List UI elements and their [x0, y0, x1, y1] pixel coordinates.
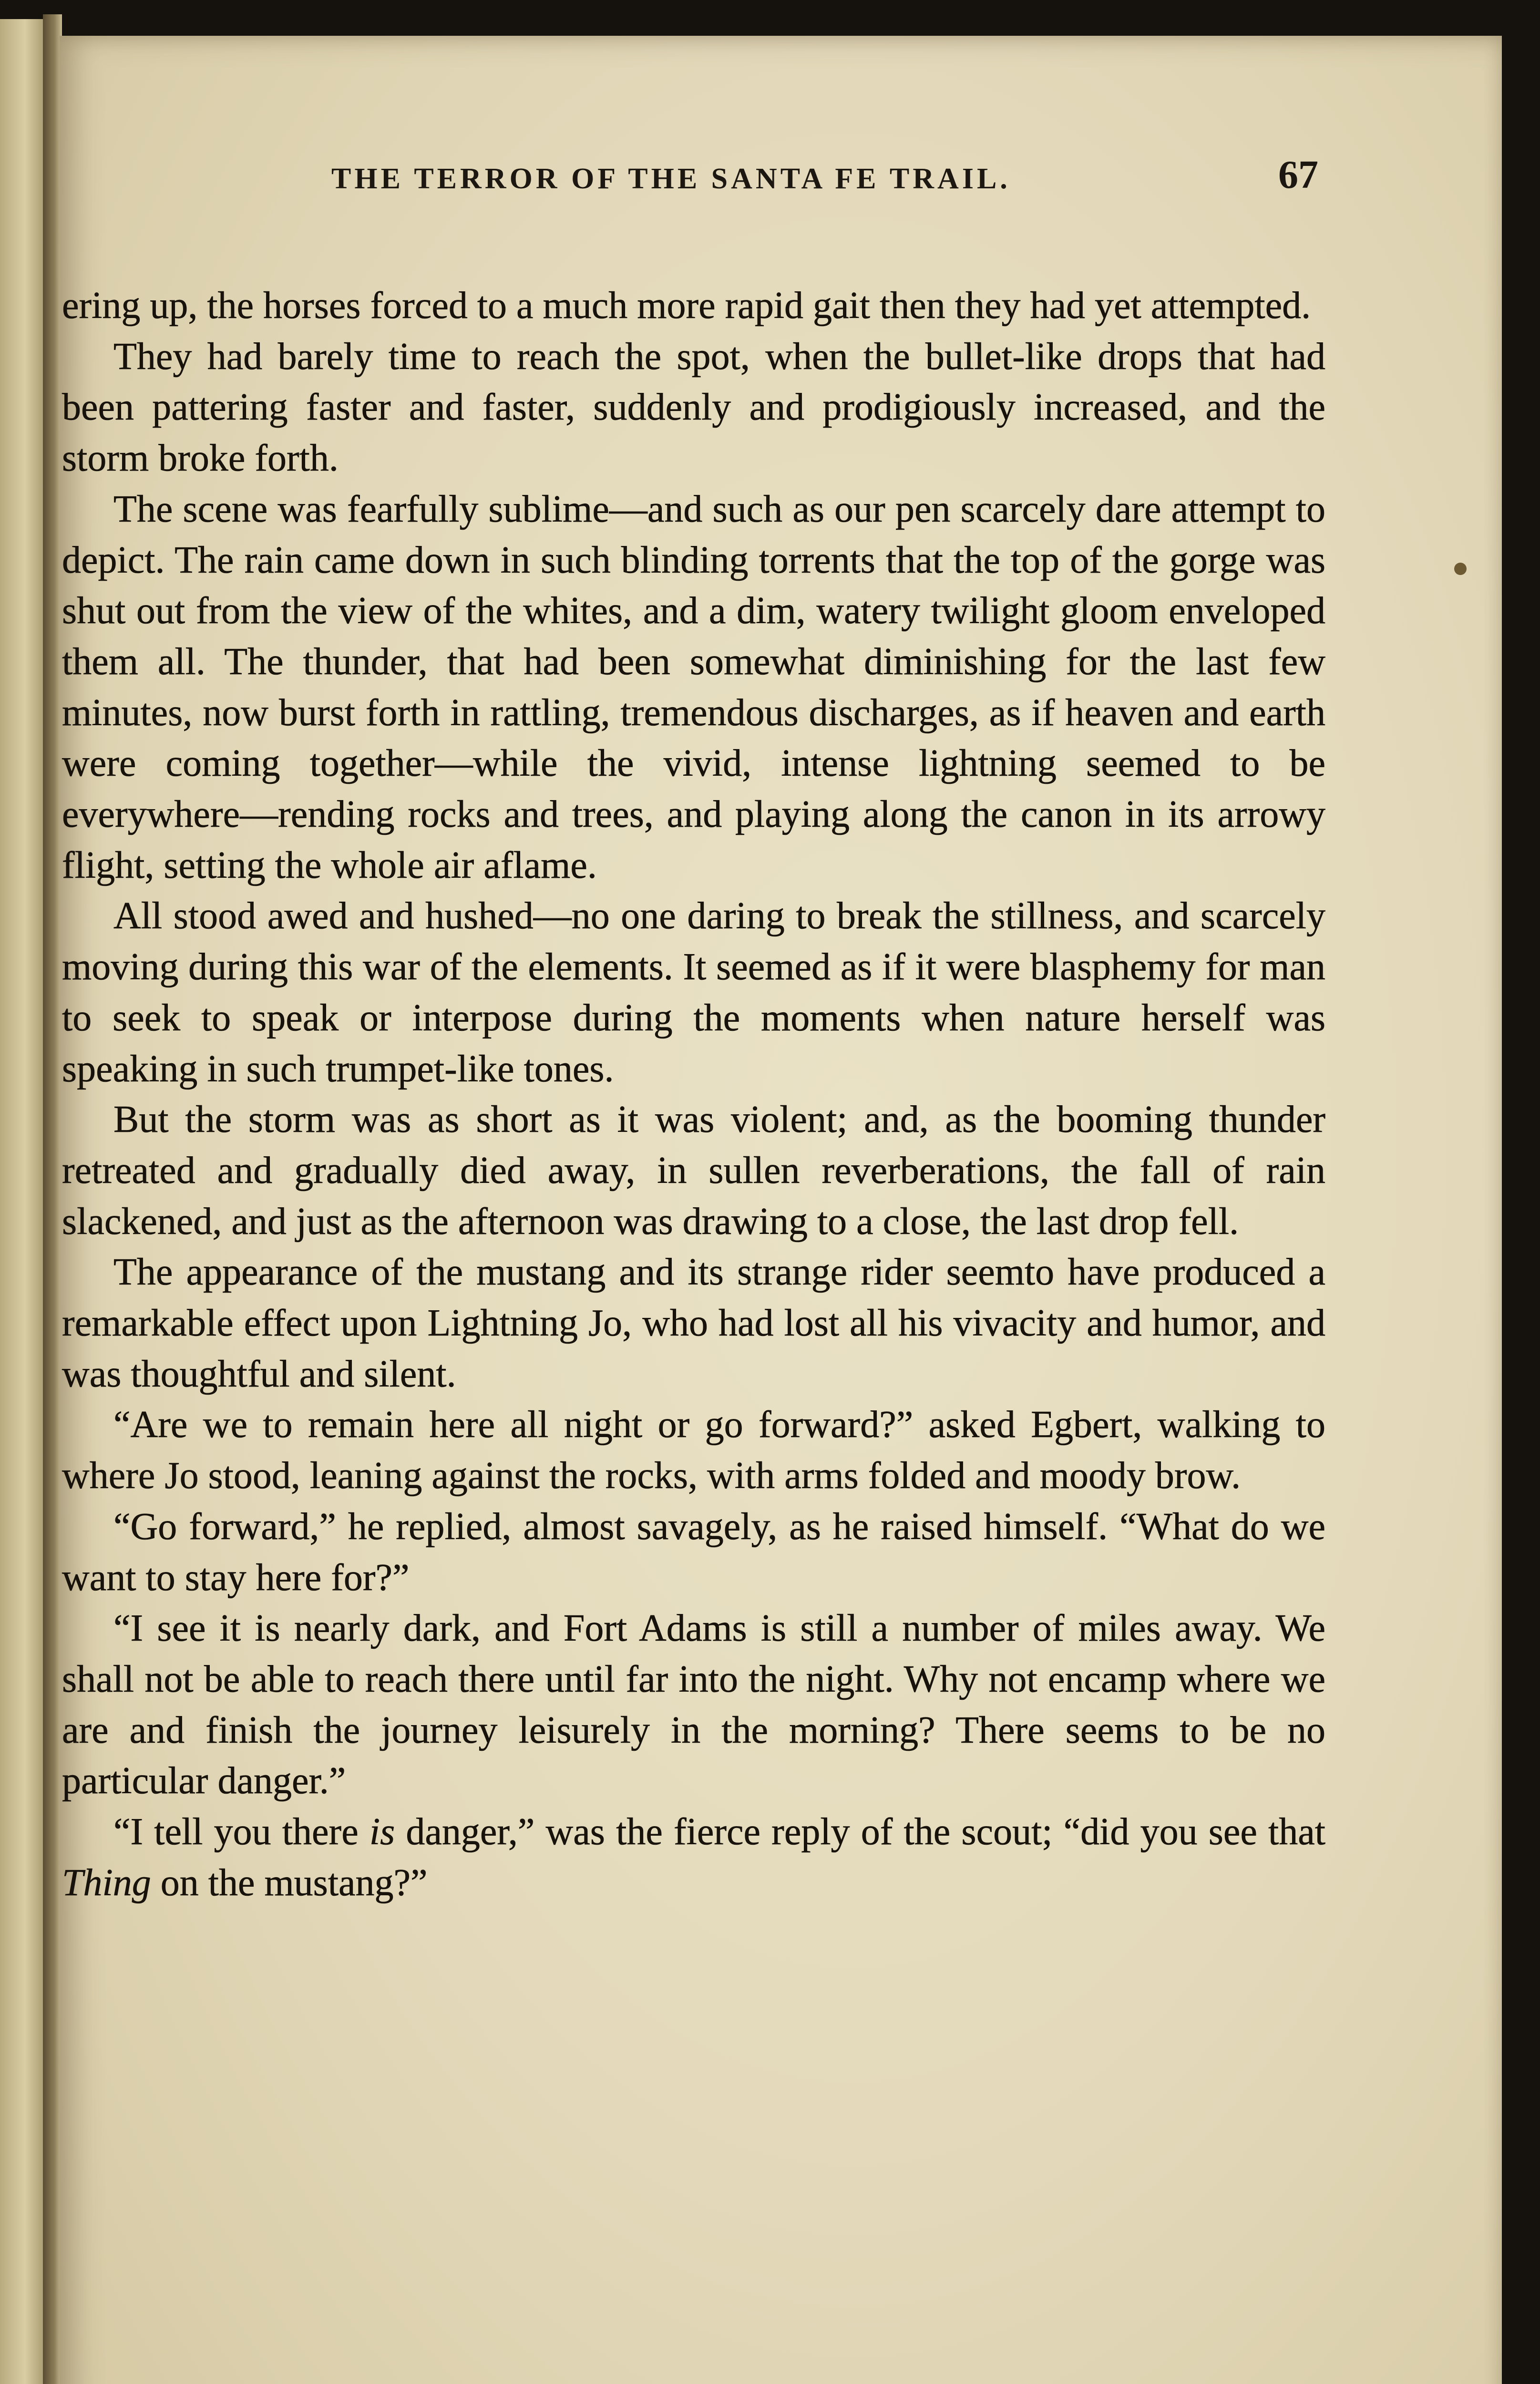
paragraph-10-part-2: danger,” was the fierce reply of the scout; “did you see that	[395, 1811, 1326, 1853]
page-header	[67, 148, 1318, 210]
paragraph-10-part-1: “I tell you there	[113, 1811, 370, 1853]
facing-page-edge	[0, 19, 45, 2384]
paragraph-7: “Are we to remain here all night or go forward?” asked Egbert, walking to where Jo stood, leaning against the rocks, with arms folded and moody brow.	[62, 1404, 1325, 1497]
running-head: THE TERROR OF THE SANTA FE TRAIL.	[331, 163, 1011, 195]
paragraph-10-emphasis-1: is	[369, 1811, 395, 1853]
paragraph-3: The scene was fearfully sublime—and such as our pen scarcely dare attempt to depict. The rain came down in such blinding torrents that the top of the gorge was shut out from the view of the whites, and a dim, watery twilight gloom enveloped them all. The thunder, that had been somewhat diminishing for the last few minutes, now burst forth in rattling, tremendous discharges, as if heaven and earth were coming together—while the vivid, intense lightning seemed to be everywhere—rending rocks and trees, and playing along the canon in its arrowy flight, setting the whole air aflame.	[62, 488, 1325, 886]
paragraph-1: ering up, the horses forced to a much more rapid gait then they had yet attempted.	[62, 285, 1311, 327]
paragraph-4: All stood awed and hushed—no one daring to break the stillness, and scarcely moving during this war of the elements. It seemed as if it were blasphemy for man to seek to speak or interpose during the moments when nature herself was speaking in such trumpet-like tones.	[62, 895, 1325, 1090]
paragraph-6: The appearance of the mustang and its strange rider seemto have produced a remarkable effect upon Lightning Jo, who had lost all his vivacity and humor, and was thoughtful and silent.	[62, 1251, 1325, 1395]
ink-speck	[1454, 563, 1467, 575]
paragraph-8: “Go forward,” he replied, almost savagely, as he raised himself. “What do we want to stay here for?”	[62, 1505, 1325, 1599]
paragraph-2: They had barely time to reach the spot, when the bullet-like drops that had been pattering faster and faster, suddenly and prodigiously increased, and the storm broke forth.	[62, 335, 1325, 480]
paragraph-10-emphasis-2: Thing	[62, 1861, 151, 1904]
body-text	[62, 280, 1325, 1909]
paragraph-10-part-3: on the mustang?”	[151, 1861, 428, 1904]
book-gutter	[43, 14, 62, 2384]
paragraph-5: But the storm was as short as it was violent; and, as the booming thunder retreated and gradually died away, in sullen reverberations, the fall of rain slackened, and just as the afternoon was drawing to a close, the last drop fell.	[62, 1099, 1325, 1243]
page-number: 67	[1278, 153, 1318, 197]
paragraph-9: “I see it is nearly dark, and Fort Adams is still a number of miles away. We shall not be able to reach there until far into the night. Why not encamp where we are and finish the journey leisurely in the morning? There seems to be no particular danger.”	[62, 1607, 1325, 1802]
paragraph-10	[62, 1807, 1325, 1908]
